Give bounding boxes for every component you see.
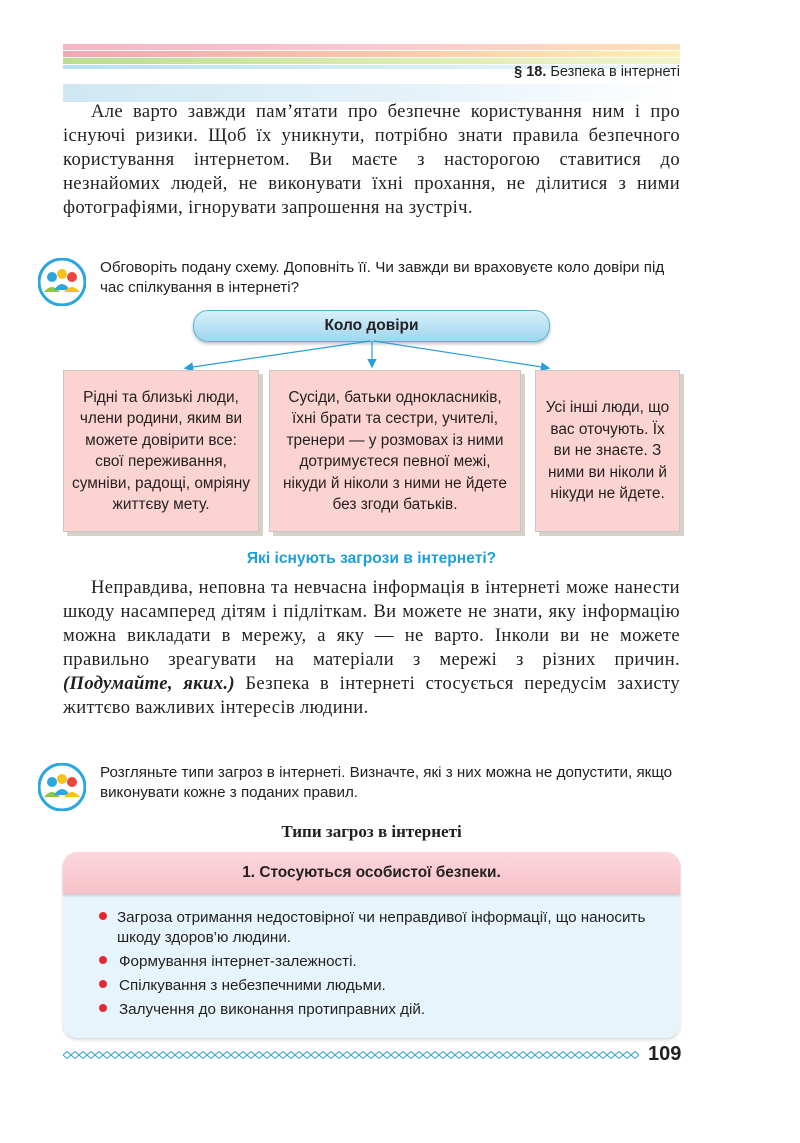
bullet-icon <box>99 912 107 920</box>
scheme-arrows <box>0 0 800 400</box>
footer-ornament <box>63 1050 639 1060</box>
threat-box <box>63 852 680 1038</box>
task-2 <box>38 763 688 803</box>
subheading: Які існують загрози в інтернеті? <box>246 550 497 567</box>
threat-box-header: 1. Стосуються особистої безпеки. <box>63 852 680 894</box>
task-1-text: Обговоріть подану схему. Доповніть її. Чи завжди ви враховуєте коло довіри під час спілкування в інтернеті? <box>100 259 665 296</box>
bullet-icon <box>99 1004 107 1012</box>
list-item: Формування інтернет-залежності. <box>99 952 660 972</box>
bullet-icon <box>99 980 107 988</box>
threat-list <box>63 894 680 1020</box>
italic-note: (Подумайте, яких.) <box>63 673 235 694</box>
list-item: Залучення до виконання протиправних дій. <box>99 1000 660 1020</box>
trust-card-strangers: Усі інші люди, що вас оточують. Їх ви не знаєте. З ними ви ніколи й нікуди не йдете. <box>535 370 680 532</box>
bullet-icon <box>99 956 107 964</box>
list-item: Загроза отримання недостовірної чи неправдивої інформації, що наносить шкоду здоров’ю людини. <box>99 908 660 948</box>
page-number: 109 <box>648 1043 682 1065</box>
section-title: Безпека в інтернеті <box>550 64 680 80</box>
threat-types-title: Типи загроз в інтернеті <box>281 822 462 841</box>
group-discussion-icon <box>38 763 86 811</box>
paragraph-1: Але варто завжди пам’ятати про безпечне користування ним і про існуючі ризики. Щоб їх уникнути, потрібно знати правила безпечного користування інтернетом. Ви маєте з насторогою ставитися до незнайомих людей, не виконувати їхні прохання, не ділитися з ними фотографіями, ігнорувати запрошення на зустріч. <box>63 101 680 218</box>
trust-card-acquaintances: Сусіди, батьки однокласників, їхні брати та сестри, учителі, тренери — у розмовах із ними дотримуєтеся певної межі, нікуди й ніколи з ними не йдете без згоди батьків. <box>269 370 521 532</box>
task-2-text: Розгляньте типи загроз в інтернеті. Визначте, які з них можна не допустити, якщо виконувати кожне з поданих правил. <box>100 764 673 801</box>
paragraph-2: Неправдива, неповна та невчасна інформація в інтернеті може нанести шкоду насамперед дітям і підліткам. Ви можете не знати, яку інформацію можна викладати в мережу, а яку — не варто. Інколи ви не можете правильно зреагувати на матеріали з мережі з різних причин. (Подумайте, яких.) Безпека в інтернеті стосується передусім захисту життєво важливих інтересів людини. <box>63 577 681 718</box>
list-item: Спілкування з небезпечними людьми. <box>99 976 660 996</box>
trust-circle-title: Коло довіри <box>193 310 550 342</box>
section-number: § 18. <box>514 64 547 80</box>
trust-card-close: Рідні та близькі люди, члени родини, яким ви можете довірити все: свої переживання, сумніви, радощі, омріяну життєву мету. <box>63 370 259 532</box>
